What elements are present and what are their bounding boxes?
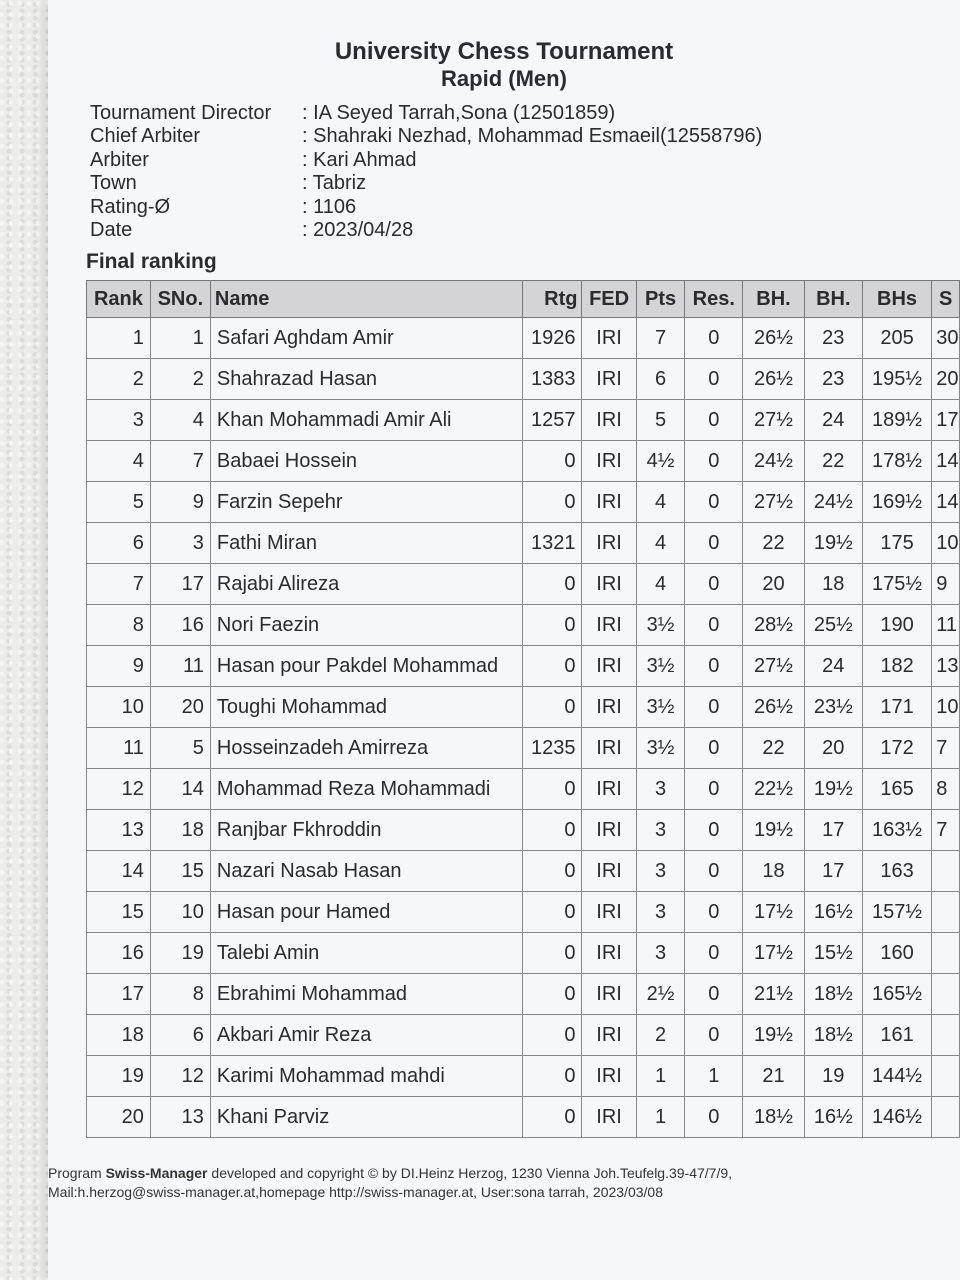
ranking-sheet <box>48 0 960 1280</box>
cell-fed: IRI <box>582 974 636 1015</box>
info-row <box>90 219 762 242</box>
cell-bh2: 15½ <box>804 933 862 974</box>
cell-points: 3 <box>636 769 685 810</box>
table-row <box>87 564 960 605</box>
cell-fed: IRI <box>582 359 636 400</box>
col-bh1: BH. <box>743 281 805 318</box>
cell-bh1: 27½ <box>743 400 805 441</box>
info-row <box>90 172 762 195</box>
document-title: University Chess Tournament <box>334 38 674 65</box>
cell-s <box>932 892 960 933</box>
info-value: : Kari Ahmad <box>302 148 417 171</box>
cell-bh2: 16½ <box>804 1097 862 1138</box>
cell-s <box>932 1015 960 1056</box>
cell-s: 14 <box>932 482 960 523</box>
cell-rank: 12 <box>87 769 151 810</box>
table-row <box>87 400 960 441</box>
cell-res: 0 <box>685 318 743 359</box>
cell-rank: 2 <box>87 359 151 400</box>
col-res: Res. <box>685 281 743 318</box>
cell-name: Fathi Miran <box>210 523 522 564</box>
info-value: : Shahraki Nezhad, Mohammad Esmaeil(12558796) <box>302 125 763 148</box>
cell-bhs: 178½ <box>862 441 932 482</box>
cell-bh1: 21½ <box>743 974 805 1015</box>
cell-s: 10 <box>932 523 960 564</box>
cell-bhs: 171 <box>862 687 932 728</box>
cell-rank: 3 <box>87 400 151 441</box>
cell-bhs: 165½ <box>862 974 932 1015</box>
cell-bh2: 23 <box>804 318 862 359</box>
cell-bh1: 17½ <box>743 892 805 933</box>
cell-rank: 9 <box>87 646 151 687</box>
cell-fed: IRI <box>582 523 636 564</box>
cell-rank: 17 <box>87 974 151 1015</box>
cell-bh1: 19½ <box>743 810 805 851</box>
cell-fed: IRI <box>582 892 636 933</box>
table-row <box>87 441 960 482</box>
cell-fed: IRI <box>582 1015 636 1056</box>
cell-fed: IRI <box>582 728 636 769</box>
cell-res: 0 <box>685 1097 743 1138</box>
cell-points: 7 <box>636 318 685 359</box>
cell-rating: 0 <box>522 646 582 687</box>
cell-bh2: 17 <box>804 851 862 892</box>
table-row <box>87 523 960 564</box>
cell-rating: 0 <box>522 1056 582 1097</box>
cell-fed: IRI <box>582 810 636 851</box>
section-heading: Final ranking <box>86 250 217 273</box>
cell-sno: 10 <box>150 892 210 933</box>
cell-points: 3½ <box>636 646 685 687</box>
cell-rating: 0 <box>522 769 582 810</box>
cell-bh1: 27½ <box>743 646 805 687</box>
cell-name: Mohammad Reza Mohammadi <box>210 769 522 810</box>
cell-rating: 1235 <box>522 728 582 769</box>
cell-bhs: 182 <box>862 646 932 687</box>
cell-points: 3½ <box>636 605 685 646</box>
cell-s: 20 <box>932 359 960 400</box>
cell-sno: 14 <box>150 769 210 810</box>
info-row <box>90 149 762 172</box>
cell-name: Nazari Nasab Hasan <box>210 851 522 892</box>
cell-points: 3 <box>636 810 685 851</box>
cell-bh1: 26½ <box>743 359 805 400</box>
cell-rating: 1383 <box>522 359 582 400</box>
cell-rank: 19 <box>87 1056 151 1097</box>
cell-points: 3 <box>636 851 685 892</box>
cell-rank: 1 <box>87 318 151 359</box>
cell-rank: 16 <box>87 933 151 974</box>
cell-points: 1 <box>636 1097 685 1138</box>
cell-res: 0 <box>685 1015 743 1056</box>
info-label: Tournament Director <box>90 102 272 124</box>
cell-res: 0 <box>685 359 743 400</box>
cell-res: 0 <box>685 605 743 646</box>
info-label: Town <box>90 172 137 195</box>
table-row <box>87 646 960 687</box>
cell-points: 2½ <box>636 974 685 1015</box>
cell-bh2: 18½ <box>804 1015 862 1056</box>
cell-points: 2 <box>636 1015 685 1056</box>
info-row <box>90 102 762 125</box>
info-value: : 1106 <box>302 195 357 218</box>
cell-bh1: 21 <box>743 1056 805 1097</box>
cell-rank: 6 <box>87 523 151 564</box>
table-header-row <box>87 281 960 318</box>
cell-sno: 1 <box>150 318 210 359</box>
cell-sno: 18 <box>150 810 210 851</box>
cell-bh2: 17 <box>804 810 862 851</box>
cell-bh2: 20 <box>804 728 862 769</box>
info-value: : Tabriz <box>302 172 367 195</box>
cell-s <box>932 1056 960 1097</box>
cell-s: 13 <box>932 646 960 687</box>
cell-fed: IRI <box>582 851 636 892</box>
cell-s: 17 <box>932 400 960 441</box>
cell-sno: 7 <box>150 441 210 482</box>
cell-res: 0 <box>685 851 743 892</box>
cell-rating: 0 <box>522 974 582 1015</box>
cell-rank: 11 <box>87 728 151 769</box>
cell-sno: 15 <box>150 851 210 892</box>
cell-res: 0 <box>685 810 743 851</box>
table-row <box>87 687 960 728</box>
cell-res: 0 <box>685 933 743 974</box>
info-value: : IA Seyed Tarrah,Sona (12501859) <box>302 102 616 124</box>
cell-bh2: 18½ <box>804 974 862 1015</box>
document-subtitle: Rapid (Men) <box>441 66 567 91</box>
cell-bhs: 172 <box>862 728 932 769</box>
cell-bh2: 22 <box>804 441 862 482</box>
cell-bh1: 18½ <box>743 1097 805 1138</box>
cell-bhs: 161 <box>862 1015 932 1056</box>
table-row <box>87 605 960 646</box>
cell-res: 1 <box>685 1056 743 1097</box>
cell-s: 10 <box>932 687 960 728</box>
cell-fed: IRI <box>582 605 636 646</box>
table-row <box>87 851 960 892</box>
cell-sno: 17 <box>150 564 210 605</box>
cell-fed: IRI <box>582 1056 636 1097</box>
cell-sno: 8 <box>150 974 210 1015</box>
cell-s <box>932 933 960 974</box>
info-row <box>90 196 762 219</box>
info-label: Arbiter <box>90 148 149 171</box>
cell-bh2: 16½ <box>804 892 862 933</box>
cell-points: 4 <box>636 523 685 564</box>
table-row <box>87 1056 960 1097</box>
cell-points: 1 <box>636 1056 685 1097</box>
cell-bh1: 24½ <box>743 441 805 482</box>
cell-rating: 1321 <box>522 523 582 564</box>
cell-rating: 0 <box>522 1015 582 1056</box>
cell-name: Shahrazad Hasan <box>210 359 522 400</box>
cell-bh1: 17½ <box>743 933 805 974</box>
info-label: Chief Arbiter <box>90 125 201 148</box>
table-row <box>87 810 960 851</box>
cell-name: Khani Parviz <box>210 1097 522 1138</box>
cell-bh1: 20 <box>743 564 805 605</box>
cell-rating: 0 <box>522 687 582 728</box>
cell-rank: 18 <box>87 1015 151 1056</box>
cell-sno: 6 <box>150 1015 210 1056</box>
cell-s: 14 <box>932 441 960 482</box>
cell-fed: IRI <box>582 318 636 359</box>
cell-name: Karimi Mohammad mahdi <box>210 1056 522 1097</box>
cell-res: 0 <box>685 523 743 564</box>
cell-bh2: 25½ <box>804 605 862 646</box>
cell-fed: IRI <box>582 933 636 974</box>
cell-bh2: 24 <box>804 400 862 441</box>
cell-points: 4 <box>636 564 685 605</box>
cell-name: Akbari Amir Reza <box>210 1015 522 1056</box>
col-rank: Rank <box>87 281 151 318</box>
cell-bhs: 205 <box>862 318 932 359</box>
cell-res: 0 <box>685 769 743 810</box>
cell-fed: IRI <box>582 482 636 523</box>
col-fed: FED <box>582 281 636 318</box>
cell-rating: 0 <box>522 564 582 605</box>
cell-bhs: 163 <box>862 851 932 892</box>
cell-fed: IRI <box>582 687 636 728</box>
table-row <box>87 1015 960 1056</box>
cell-name: Toughi Mohammad <box>210 687 522 728</box>
cell-rating: 0 <box>522 810 582 851</box>
table-row <box>87 974 960 1015</box>
cell-bhs: 157½ <box>862 892 932 933</box>
cell-name: Farzin Sepehr <box>210 482 522 523</box>
cell-fed: IRI <box>582 441 636 482</box>
cell-name: Talebi Amin <box>210 933 522 974</box>
col-rating: Rtg <box>522 281 582 318</box>
cell-rank: 7 <box>87 564 151 605</box>
cell-rating: 0 <box>522 892 582 933</box>
program-footer <box>48 1164 732 1202</box>
cell-bh2: 24½ <box>804 482 862 523</box>
cell-fed: IRI <box>582 1097 636 1138</box>
cell-rating: 1257 <box>522 400 582 441</box>
table-row <box>87 933 960 974</box>
cell-name: Rajabi Alireza <box>210 564 522 605</box>
table-row <box>87 1097 960 1138</box>
cell-fed: IRI <box>582 769 636 810</box>
cell-bh2: 24 <box>804 646 862 687</box>
cell-bhs: 144½ <box>862 1056 932 1097</box>
cell-name: Hasan pour Pakdel Mohammad <box>210 646 522 687</box>
cell-rank: 8 <box>87 605 151 646</box>
cell-bh1: 18 <box>743 851 805 892</box>
cell-rank: 10 <box>87 687 151 728</box>
cell-bh1: 22 <box>743 523 805 564</box>
cell-bhs: 190 <box>862 605 932 646</box>
col-name: Name <box>210 281 522 318</box>
cell-points: 3 <box>636 892 685 933</box>
cell-rating: 0 <box>522 441 582 482</box>
footer-line-2: Mail:h.herzog@swiss-manager.at,homepage http://swiss-manager.at, User:sona tarrah, 2023/03/08 <box>48 1184 663 1200</box>
cell-points: 5 <box>636 400 685 441</box>
cell-res: 0 <box>685 728 743 769</box>
footer-copyright: developed and copyright © by DI.Heinz Herzog, 1230 Vienna Joh.Teufelg.39-47/7/9, <box>207 1165 733 1181</box>
table-row <box>87 769 960 810</box>
cell-s <box>932 1097 960 1138</box>
cell-bh2: 23½ <box>804 687 862 728</box>
cell-rating: 0 <box>522 851 582 892</box>
col-sno: SNo. <box>150 281 210 318</box>
cell-points: 3 <box>636 933 685 974</box>
cell-bh1: 26½ <box>743 318 805 359</box>
cell-bhs: 175½ <box>862 564 932 605</box>
cell-fed: IRI <box>582 564 636 605</box>
cell-bh1: 27½ <box>743 482 805 523</box>
cell-bh2: 23 <box>804 359 862 400</box>
cell-s: 9 <box>932 564 960 605</box>
table-row <box>87 482 960 523</box>
cell-name: Khan Mohammadi Amir Ali <box>210 400 522 441</box>
cell-sno: 11 <box>150 646 210 687</box>
cell-rating: 0 <box>522 933 582 974</box>
cell-rating: 0 <box>522 1097 582 1138</box>
table-row <box>87 892 960 933</box>
cell-sno: 13 <box>150 1097 210 1138</box>
cell-rating: 0 <box>522 482 582 523</box>
cell-bhs: 160 <box>862 933 932 974</box>
cell-rank: 4 <box>87 441 151 482</box>
cell-bh2: 19½ <box>804 523 862 564</box>
cell-sno: 3 <box>150 523 210 564</box>
info-value: : 2023/04/28 <box>302 219 414 242</box>
cell-bh2: 18 <box>804 564 862 605</box>
cell-rank: 13 <box>87 810 151 851</box>
cell-points: 4½ <box>636 441 685 482</box>
cell-bh1: 26½ <box>743 687 805 728</box>
cell-res: 0 <box>685 974 743 1015</box>
cell-name: Nori Faezin <box>210 605 522 646</box>
info-label: Date <box>90 219 133 242</box>
cell-res: 0 <box>685 441 743 482</box>
cell-res: 0 <box>685 400 743 441</box>
cell-sno: 4 <box>150 400 210 441</box>
cell-bhs: 146½ <box>862 1097 932 1138</box>
col-bhs: BHs <box>862 281 932 318</box>
cell-res: 0 <box>685 687 743 728</box>
cell-name: Ebrahimi Mohammad <box>210 974 522 1015</box>
cell-s: 11 <box>932 605 960 646</box>
info-label: Rating-Ø <box>90 195 171 218</box>
cell-name: Hasan pour Hamed <box>210 892 522 933</box>
cell-sno: 20 <box>150 687 210 728</box>
col-points: Pts <box>636 281 685 318</box>
cell-sno: 19 <box>150 933 210 974</box>
cell-bh1: 22 <box>743 728 805 769</box>
cell-rank: 15 <box>87 892 151 933</box>
footer-prefix: Program <box>48 1165 106 1181</box>
table-row <box>87 728 960 769</box>
cell-name: Safari Aghdam Amir <box>210 318 522 359</box>
ranking-table <box>86 280 960 1138</box>
cell-points: 3½ <box>636 728 685 769</box>
cell-bh2: 19½ <box>804 769 862 810</box>
footer-line-1 <box>48 1164 732 1183</box>
cell-fed: IRI <box>582 646 636 687</box>
tournament-info <box>90 102 762 242</box>
cell-bh1: 19½ <box>743 1015 805 1056</box>
cell-rank: 20 <box>87 1097 151 1138</box>
cell-bhs: 175 <box>862 523 932 564</box>
ranking-body <box>87 318 960 1138</box>
cell-sno: 12 <box>150 1056 210 1097</box>
info-row <box>90 125 762 148</box>
cell-name: Hosseinzadeh Amirreza <box>210 728 522 769</box>
cell-bh1: 28½ <box>743 605 805 646</box>
table-row <box>87 318 960 359</box>
cell-res: 0 <box>685 564 743 605</box>
cell-rating: 0 <box>522 605 582 646</box>
cell-s: 8 <box>932 769 960 810</box>
cell-fed: IRI <box>582 400 636 441</box>
cell-res: 0 <box>685 892 743 933</box>
table-row <box>87 359 960 400</box>
cell-bhs: 163½ <box>862 810 932 851</box>
cell-res: 0 <box>685 646 743 687</box>
cell-points: 3½ <box>636 687 685 728</box>
cell-rank: 14 <box>87 851 151 892</box>
cell-s: 7 <box>932 728 960 769</box>
cell-name: Babaei Hossein <box>210 441 522 482</box>
cell-bhs: 195½ <box>862 359 932 400</box>
col-s: S <box>932 281 960 318</box>
cell-points: 6 <box>636 359 685 400</box>
cell-sno: 9 <box>150 482 210 523</box>
cell-bhs: 189½ <box>862 400 932 441</box>
cell-rank: 5 <box>87 482 151 523</box>
footer-brand: Swiss-Manager <box>105 1165 208 1181</box>
cell-s: 30 <box>932 318 960 359</box>
cell-bhs: 169½ <box>862 482 932 523</box>
col-bh2: BH. <box>804 281 862 318</box>
cell-sno: 2 <box>150 359 210 400</box>
cell-sno: 16 <box>150 605 210 646</box>
cell-s <box>932 851 960 892</box>
cell-res: 0 <box>685 482 743 523</box>
cell-s <box>932 974 960 1015</box>
cell-rating: 1926 <box>522 318 582 359</box>
cell-bh1: 22½ <box>743 769 805 810</box>
cell-s: 7 <box>932 810 960 851</box>
cell-sno: 5 <box>150 728 210 769</box>
cell-bh2: 19 <box>804 1056 862 1097</box>
cell-points: 4 <box>636 482 685 523</box>
cell-name: Ranjbar Fkhroddin <box>210 810 522 851</box>
cell-bhs: 165 <box>862 769 932 810</box>
